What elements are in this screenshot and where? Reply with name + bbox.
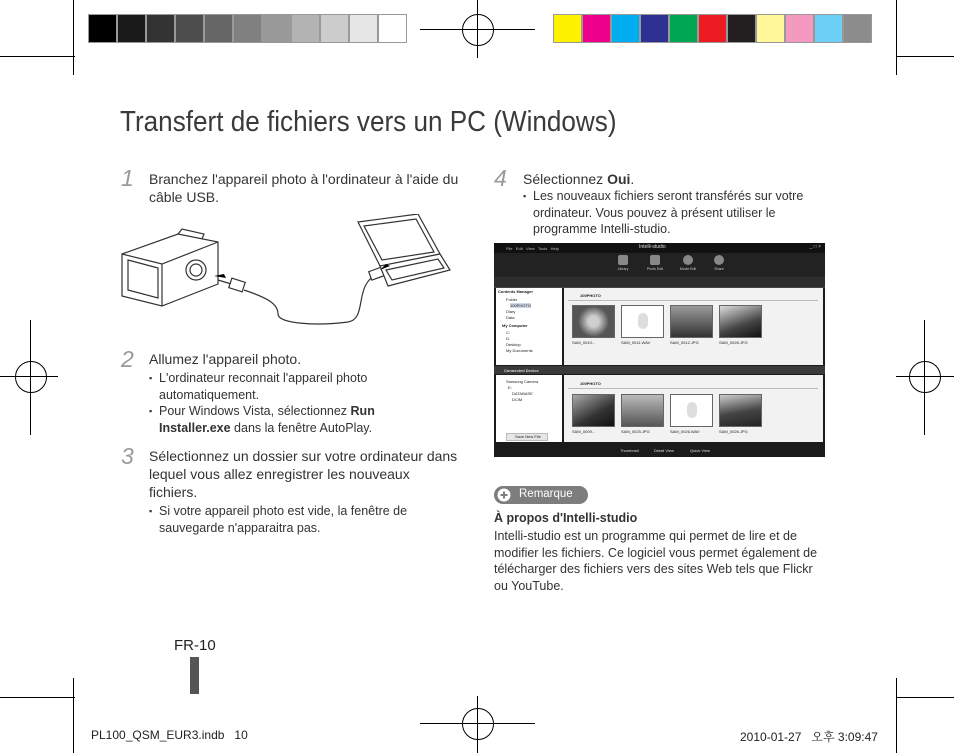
tab-movie-edit: Movie Edit [677, 255, 699, 271]
step-3-bullets [149, 503, 449, 536]
window-controls: _ □ × [809, 244, 821, 250]
crop-mark [73, 678, 74, 753]
color-swatch [669, 14, 698, 43]
color-swatch [117, 14, 146, 43]
footer-filename: PL100_QSM_EUR3.indb 10 [91, 728, 248, 742]
footer-timestamp: 2010-01-27 오후 3:09:47 [740, 730, 878, 744]
step-number: 2 [121, 346, 134, 372]
color-swatch [698, 14, 727, 43]
menu-item: Edit [515, 246, 523, 251]
panel-header: Contents Manager [498, 289, 533, 294]
tree-item: Data [506, 315, 515, 320]
file-label: SAM_0026.JPG [719, 429, 748, 434]
photo-thumbnail [621, 394, 664, 427]
color-swatch [175, 14, 204, 43]
crop-mark [896, 678, 897, 753]
tab-photo-edit: Photo Edit [644, 255, 666, 271]
tab-bar [494, 253, 825, 277]
tab-library: Library [612, 255, 634, 271]
color-swatch [843, 14, 872, 43]
view-thumbnail-button: Thumbnail [620, 448, 639, 453]
color-swatch [611, 14, 640, 43]
panel-header: Connected Device [504, 368, 539, 373]
crop-mark [73, 0, 74, 75]
file-label: SAM_0012.JPG [670, 340, 699, 345]
color-swatch [233, 14, 262, 43]
color-swatch [204, 14, 233, 43]
page-title: Transfert de fichiers vers un PC (Windows) [120, 106, 617, 138]
bullet-item: ▪ L'ordinateur reconnait l'appareil photo automatiquement. [149, 370, 449, 403]
color-swatch [262, 14, 291, 43]
tree-item: Samsung Camera [506, 379, 539, 384]
menu-item: Help [550, 246, 559, 251]
folder-label: 100PHOTO [580, 293, 601, 298]
color-swatch [553, 14, 582, 43]
step-2-text: Allumez l'appareil photo. [149, 351, 302, 367]
tree-item: DCIM [512, 397, 523, 402]
bullet-item: ▪ Si votre appareil photo est vide, la fenêtre de sauvegarde n'apparaitra pas. [149, 503, 449, 536]
step-number: 4 [494, 165, 507, 191]
file-label: SAM_0009... [572, 429, 596, 434]
tree-item: Desktop [506, 342, 521, 347]
view-mode-bar [494, 443, 825, 457]
step-number: 3 [121, 443, 134, 469]
tree-item: My Documents [506, 348, 533, 353]
tree-item: Folder [506, 297, 518, 302]
file-label: SAM_0026.JPG [719, 340, 748, 345]
contents-manager-panel [496, 288, 562, 365]
tree-item: 100PHOTO [510, 303, 531, 308]
step-3-text: Sélectionnez un dossier sur votre ordinateur dans lequel vous allez enregistrer les nouveaux fichiers. [149, 448, 458, 500]
remarque-label: Remarque [519, 488, 573, 500]
save-new-file-button: Save New File [506, 433, 548, 441]
bullet-item: ▪ Pour Windows Vista, sélectionnez Run Installer.exe dans la fenêtre AutoPlay. [149, 403, 449, 436]
step-number: 1 [121, 165, 134, 191]
crop-mark [896, 56, 954, 57]
bullet-item: ▪ Les nouveaux fichiers seront transférés sur votre ordinateur. Vous pouvez à présent utiliser le programme Intelli-studio. [523, 188, 823, 238]
color-swatch [291, 14, 320, 43]
tab-share: Share [708, 255, 730, 271]
step-1-text: Branchez l'appareil photo à l'ordinateur à l'aide du câble USB. [149, 171, 459, 205]
remarque-badge [494, 486, 588, 504]
file-label: SAM_0010... [572, 340, 596, 345]
audio-thumbnail [670, 394, 713, 427]
crop-mark [0, 56, 75, 57]
color-swatch [756, 14, 785, 43]
color-swatch [349, 14, 378, 43]
note-heading: À propos d'Intelli-studio [494, 511, 638, 525]
color-swatch [814, 14, 843, 43]
file-area-bottom [564, 375, 823, 442]
plus-icon [497, 488, 511, 502]
photo-thumbnail [572, 394, 615, 427]
app-title: Intelli-studio [639, 244, 666, 250]
step-2-bullets [149, 370, 449, 436]
connected-device-panel [496, 375, 562, 442]
photo-thumbnail [670, 305, 713, 338]
file-label: SAM_0011.WAV [621, 340, 651, 345]
folder-label: 100PHOTO [580, 381, 601, 386]
file-label: SAM_0025.JPG [621, 429, 650, 434]
photo-thumbnail [719, 305, 762, 338]
panel-divider [494, 366, 825, 374]
menu-item: Tools [537, 246, 548, 251]
tree-item: C: [506, 330, 510, 335]
file-area-top [564, 288, 823, 365]
crop-mark [0, 697, 75, 698]
color-swatch [378, 14, 407, 43]
note-body: Intelli-studio est un programme qui permet de lire et de modifier les fichiers. Ce logiciel vous permet également de télécharger des fichiers vers des sites Web tels que Flickr ou YouTube. [494, 529, 818, 593]
camera-usb-laptop-illustration [118, 214, 458, 334]
step-4-text: Sélectionnez Oui. [523, 171, 635, 187]
tree-item: Diary [506, 309, 516, 314]
menu-item: File [506, 246, 513, 251]
crop-mark [896, 697, 954, 698]
menu-item: View [526, 246, 535, 251]
file-label: SAM_0026.WAV [670, 429, 700, 434]
intelli-studio-screenshot [494, 243, 825, 457]
color-swatch [88, 14, 117, 43]
view-detail-button: Detail View [654, 448, 674, 453]
tree-item: D: [506, 336, 510, 341]
menu-bar [506, 246, 559, 251]
photo-thumbnail [572, 305, 615, 338]
crop-mark [896, 0, 897, 75]
tree-item: DATABASE [512, 391, 533, 396]
toolbar [494, 277, 825, 288]
color-swatch [640, 14, 669, 43]
view-quick-button: Quick View [690, 448, 710, 453]
color-swatch [146, 14, 175, 43]
color-swatch [320, 14, 349, 43]
tree-item: My Computer [502, 323, 528, 328]
tree-item: E: [508, 385, 512, 390]
photo-thumbnail [719, 394, 762, 427]
color-swatch [785, 14, 814, 43]
color-swatch [582, 14, 611, 43]
page-tab-marker [190, 657, 199, 694]
page-number: FR-10 [174, 637, 216, 654]
color-swatch [727, 14, 756, 43]
step-4-bullets [523, 188, 823, 238]
audio-thumbnail [621, 305, 664, 338]
